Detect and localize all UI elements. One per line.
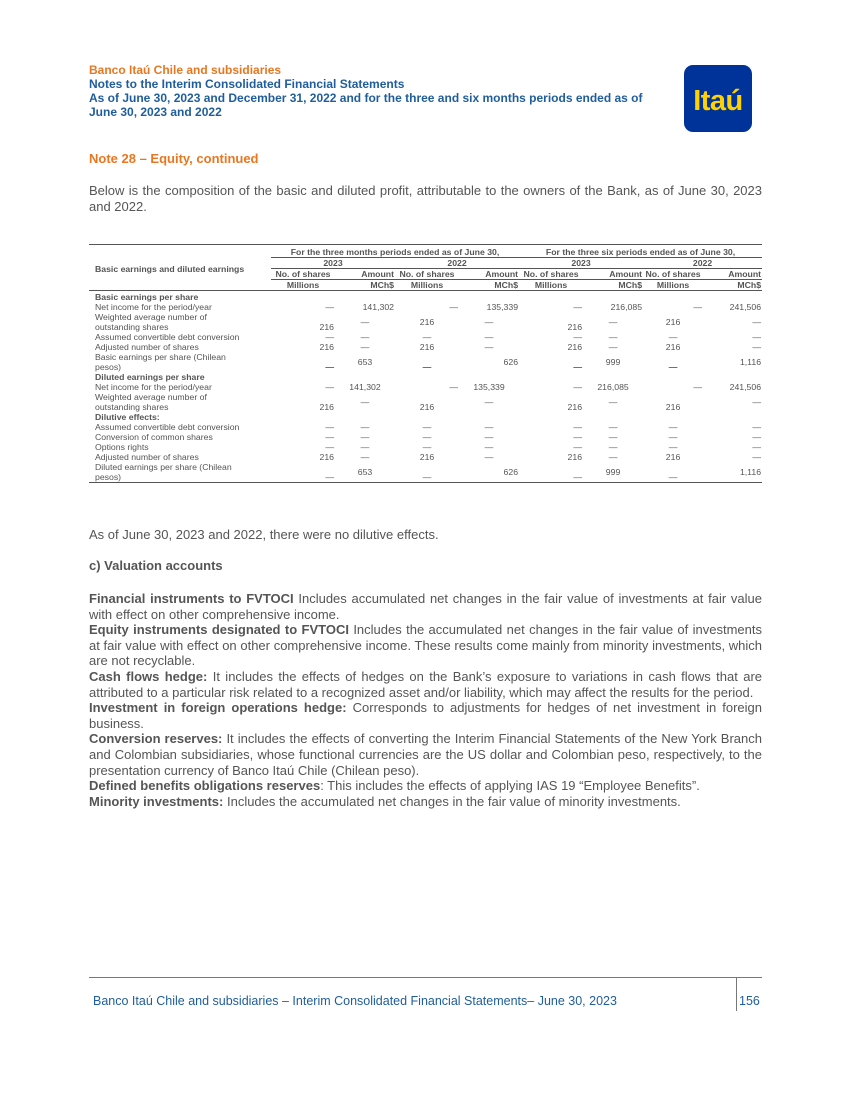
row-label [89,312,271,332]
row-label: Assumed convertible debt conversion [95,332,240,342]
cell: — [422,432,432,442]
cell: 216 [567,342,583,352]
cell: 216 [419,452,435,462]
definition-item [89,731,762,778]
cell: — [325,422,334,432]
definition-item [89,700,762,731]
itau-logo-text: Itaú [693,85,743,117]
group-header-three-months: For the three months periods ended as of June 30, [271,245,519,258]
cell: 216,085 [610,302,643,312]
footer-page-separator [736,977,737,1011]
cell: — [608,422,618,432]
cell: — [752,317,762,327]
cell: — [325,382,334,392]
cell: — [484,452,494,462]
row-label-line2: pesos) [95,362,122,372]
cell: — [360,317,370,327]
cell: — [325,442,334,452]
cell: 216,085 [597,382,629,392]
footer-divider [89,977,762,978]
cell: — [693,302,703,312]
cell: — [752,452,762,462]
cell: 216 [319,452,334,462]
cell: — [484,432,494,442]
cell: — [608,332,618,342]
cell: 216 [665,342,681,352]
cell: — [608,442,618,452]
cell: 241,506 [729,302,762,312]
col-amount-unit: MCh$ [370,280,394,290]
cell: — [422,332,432,342]
cell: 653 [335,462,395,483]
cell: — [360,422,370,432]
col-amount-unit: MCh$ [618,280,643,290]
cell: — [668,332,678,342]
group-header-six-months: For the three six periods ended as of June 30, [519,245,762,258]
col-shares-header: No. of shares [271,269,335,280]
col-shares-unit: Millions [656,280,690,290]
table-row-dilutive-title [89,412,762,422]
year-header: 2023 [519,258,643,269]
no-dilutive-note: As of June 30, 2023 and 2022, there were no dilutive effects. [89,527,439,542]
cell: — [519,462,583,483]
cell: — [573,432,583,442]
cell: 999 [583,462,643,483]
header-period-line2: June 30, 2023 and 2022 [89,105,222,119]
row-label-line1: Weighted average number of [95,312,207,322]
cell: — [608,317,618,327]
page-header [89,63,679,119]
cell: 216 [319,402,334,412]
definition-term: Investment in foreign operations hedge: [89,700,347,716]
definition-term: Equity instruments designated to FVTOCI [89,622,349,638]
row-label-line2: outstanding shares [95,322,169,332]
note-title: Note 28 – Equity, continued [89,151,259,166]
cell: — [752,432,762,442]
earnings-table [89,244,762,483]
col-amount-unit: MCh$ [737,280,762,290]
table-row-diluted-eps [89,462,762,483]
col-shares-unit: Millions [286,280,320,290]
row-label [89,392,271,412]
row-label: Adjusted number of shares [95,342,199,352]
table-row-weighted-average [89,312,762,332]
table-row-adjusted-shares [89,342,762,352]
valuation-definitions [89,591,762,809]
page-number: 156 [739,994,760,1008]
section-title: Diluted earnings per share [95,372,205,382]
table-row-conversion-common-shares [89,432,762,442]
row-label [89,462,271,483]
cell: 653 [357,357,373,367]
cell: 216 [419,342,435,352]
cell: 241,506 [729,382,762,392]
valuation-section-title: c) Valuation accounts [89,558,223,573]
cell: 216 [665,317,681,327]
cell: — [422,442,432,452]
row-label: Net income for the period/year [95,302,212,312]
cell: — [573,302,583,312]
definition-item [89,622,762,669]
cell: — [325,362,334,372]
year-header: 2022 [643,258,762,269]
cell: — [608,342,618,352]
table-row-basic-title [89,291,762,303]
header-company: Banco Itaú Chile and subsidiaries [89,63,282,77]
table-row-diluted-title [89,372,762,382]
cell: — [395,462,459,483]
cell: 216 [419,317,435,327]
table-row-options-rights [89,442,762,452]
cell: 216 [567,452,583,462]
cell: — [752,442,762,452]
definition-text: Corresponds to adjustments for hedges of net investment in foreign business. [89,700,762,731]
cell: — [752,422,762,432]
definition-item [89,794,762,810]
definition-text: : This includes the effects of applying IAS 19 “Employee Benefits”. [320,778,700,794]
cell: — [360,452,370,462]
col-shares-unit: Millions [534,280,568,290]
col-amount-header: Amount [335,269,395,280]
cell: — [484,332,494,342]
year-header: 2023 [271,258,395,269]
definition-text: Includes accumulated net changes in the fair value of investments at fair value with effect on other comprehensive income. [89,591,762,622]
intro-paragraph: Below is the composition of the basic and diluted profit, attributable to the owners of the Bank, as of June 30, 2023 and 2022. [89,183,762,214]
row-label: Conversion of common shares [95,432,213,442]
col-amount-unit: MCh$ [494,280,519,290]
cell: 135,339 [473,382,505,392]
table-label-header: Basic earnings and diluted earnings [89,245,271,291]
cell: — [693,382,703,392]
row-label [89,352,271,372]
footer-text: Banco Itaú Chile and subsidiaries – Interim Consolidated Financial Statements– June 30, 2023 [93,994,617,1008]
table-row-diluted-adjusted-shares [89,452,762,462]
cell: — [422,362,432,372]
row-label-line1: Diluted earnings per share (Chilean [95,462,232,472]
cell: 1,116 [739,357,762,367]
row-label-line1: Basic earnings per share (Chilean [95,352,226,362]
definition-term: Cash flows hedge: [89,668,208,684]
cell: 626 [459,462,519,483]
cell: — [449,382,458,392]
col-shares-unit: Millions [410,280,444,290]
header-period-line1: As of June 30, 2023 and December 31, 2022 and for the three and six months periods ended as of [89,91,643,105]
earnings-table-wrapper [89,244,762,483]
cell: — [752,342,762,352]
cell: 626 [503,357,519,367]
col-amount-header: Amount [583,269,643,280]
cell: — [573,332,583,342]
cell: — [360,342,370,352]
row-label: Adjusted number of shares [95,452,199,462]
cell: — [608,397,618,407]
cell: 216 [665,452,681,462]
cell: — [484,397,494,407]
cell: — [325,432,334,442]
cell: — [668,442,678,452]
cell: — [271,462,335,483]
cell: — [668,422,678,432]
definition-term: Defined benefits obligations reserves [89,778,321,794]
cell: — [360,332,370,342]
cell: 1,116 [703,462,762,483]
cell: — [484,342,494,352]
cell: — [360,432,370,442]
cell: — [573,422,583,432]
cell: 141,302 [349,382,381,392]
cell: — [573,362,583,372]
row-label: Options rights [95,442,149,452]
cell: 135,339 [486,302,519,312]
row-label-line2: outstanding shares [95,402,169,412]
cell: — [668,362,678,372]
row-label: Assumed convertible debt conversion [95,422,240,432]
definition-text: Includes the accumulated net changes in the fair value of investments at fair value with effect on other comprehensive income. These results come mainly from minority investments, which are not recyclable. [89,622,762,669]
table-row-diluted-net-income [89,382,762,392]
cell: 216 [419,402,435,412]
col-shares-header: No. of shares [643,269,703,280]
cell: — [360,397,370,407]
col-amount-header: Amount [703,269,762,280]
cell: — [608,452,618,462]
cell: — [643,462,703,483]
definition-term: Financial instruments to FVTOCI [89,591,294,606]
itau-logo [684,65,752,132]
cell: 216 [567,402,583,412]
cell: — [325,332,334,342]
header-subtitle: Notes to the Interim Consolidated Financial Statements [89,77,405,91]
table-row-net-income [89,302,762,312]
section-title: Basic earnings per share [89,291,762,303]
definition-term: Conversion reserves: [89,731,223,747]
definition-text: Includes the accumulated net changes in the fair value of minority investments. [223,793,681,809]
cell: — [360,442,370,452]
cell: — [752,332,762,342]
cell: — [752,397,762,407]
cell: — [325,302,334,312]
table-row-diluted-convertible-debt [89,422,762,432]
table-row-basic-eps [89,352,762,372]
cell: 141,302 [362,302,394,312]
cell: — [484,442,494,452]
col-shares-header: No. of shares [519,269,583,280]
cell: 216 [319,322,334,332]
table-row-convertible-debt [89,332,762,342]
definition-text: It includes the effects of converting the Interim Financial Statements of the New York Branch and Colombian subsidiaries, whose functional currencies are the US dollar and Colombian peso, respectively, to the presentation currency of Banco Itaú Chile (Chilean peso). [89,731,762,778]
cell: — [573,442,583,452]
definition-text: It includes the effects of hedges on the Bank’s exposure to variations in cash flows that are attributed to a particular risk related to a recognized asset and/or liability, which may affect the results for the period. [89,668,762,700]
cell: 999 [605,357,621,367]
cell: 216 [567,322,583,332]
cell: — [484,317,494,327]
row-label: Net income for the period/year [95,382,212,392]
col-amount-header: Amount [459,269,519,280]
cell: — [484,422,494,432]
cell: — [608,432,618,442]
definition-term: Minority investments: [89,793,224,809]
col-shares-header: No. of shares [395,269,459,280]
definition-item [89,669,762,700]
definition-item [89,591,762,622]
year-header: 2022 [395,258,519,269]
cell: — [422,422,432,432]
cell: — [668,432,678,442]
row-label-line1: Weighted average number of [95,392,207,402]
cell: — [573,382,583,392]
cell: 216 [319,342,334,352]
table-row-diluted-weighted-average [89,392,762,412]
section-title: Dilutive effects: [95,412,160,422]
definition-item [89,778,762,794]
cell: 216 [665,402,681,412]
cell: — [449,302,458,312]
row-label-line2: pesos) [95,472,122,482]
